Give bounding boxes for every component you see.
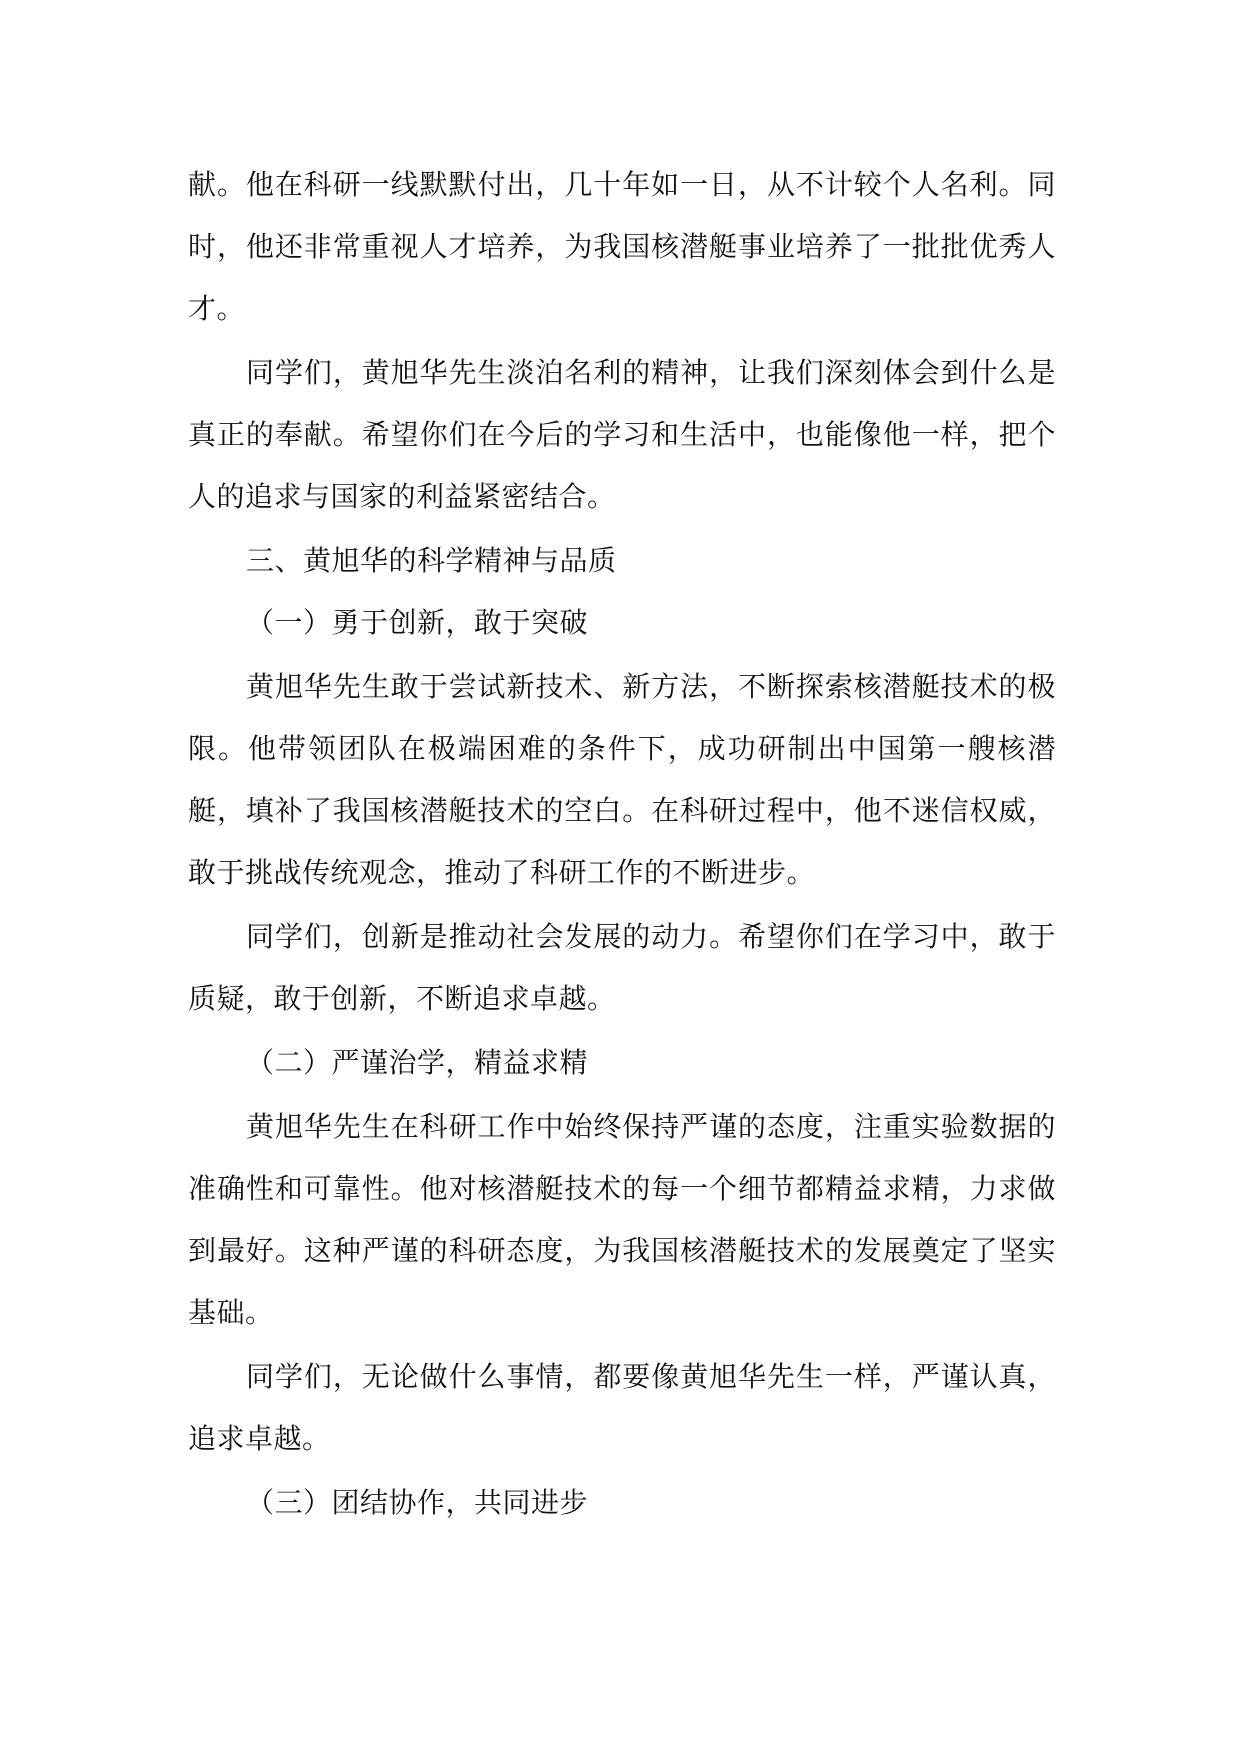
paragraph-continuation: 献。他在科研一线默默付出，几十年如一日，从不计较个人名利。同时，他还非常重视人才培养，为我国核潜艇事业培养了一批批优秀人才。 (188, 168, 1056, 325)
subsection-heading-rigor: （二）严谨治学，精益求精 (246, 1046, 589, 1079)
paragraph-innovation: 黄旭华先生敢于尝试新技术、新方法，不断探索核潜艇技术的极限。他带领团队在极端困难的条件下，成功研制出中国第一艘核潜艇，填补了我国核潜艇技术的空白。在科研过程中，他不迷信权威，敢于挑战传统观念，推动了科研工作的不断进步。 (188, 670, 1056, 889)
paragraph-dedication: 同学们，黄旭华先生淡泊名利的精神，让我们深刻体会到什么是真正的奉献。希望你们在今后的学习和生活中，也能像他一样，把个人的追求与国家的利益紧密结合。 (188, 356, 1056, 513)
paragraph-innovation-advice: 同学们，创新是推动社会发展的动力。希望你们在学习中，敢于质疑，敢于创新，不断追求卓越。 (188, 920, 1056, 1015)
paragraph-rigor-advice: 同学们，无论做什么事情，都要像黄旭华先生一样，严谨认真，追求卓越。 (188, 1360, 1056, 1455)
section-heading: 三、黄旭华的科学精神与品质 (246, 544, 617, 577)
document-body (188, 154, 1056, 1534)
paragraph-rigor: 黄旭华先生在科研工作中始终保持严谨的态度，注重实验数据的准确性和可靠性。他对核潜艇技术的每一个细节都精益求精，力求做到最好。这种严谨的科研态度，为我国核潜艇技术的发展奠定了坚实基础。 (188, 1110, 1056, 1329)
subsection-heading-innovation: （一）勇于创新，敢于突破 (246, 606, 589, 639)
subsection-heading-teamwork: （三）团结协作，共同进步 (246, 1486, 589, 1519)
